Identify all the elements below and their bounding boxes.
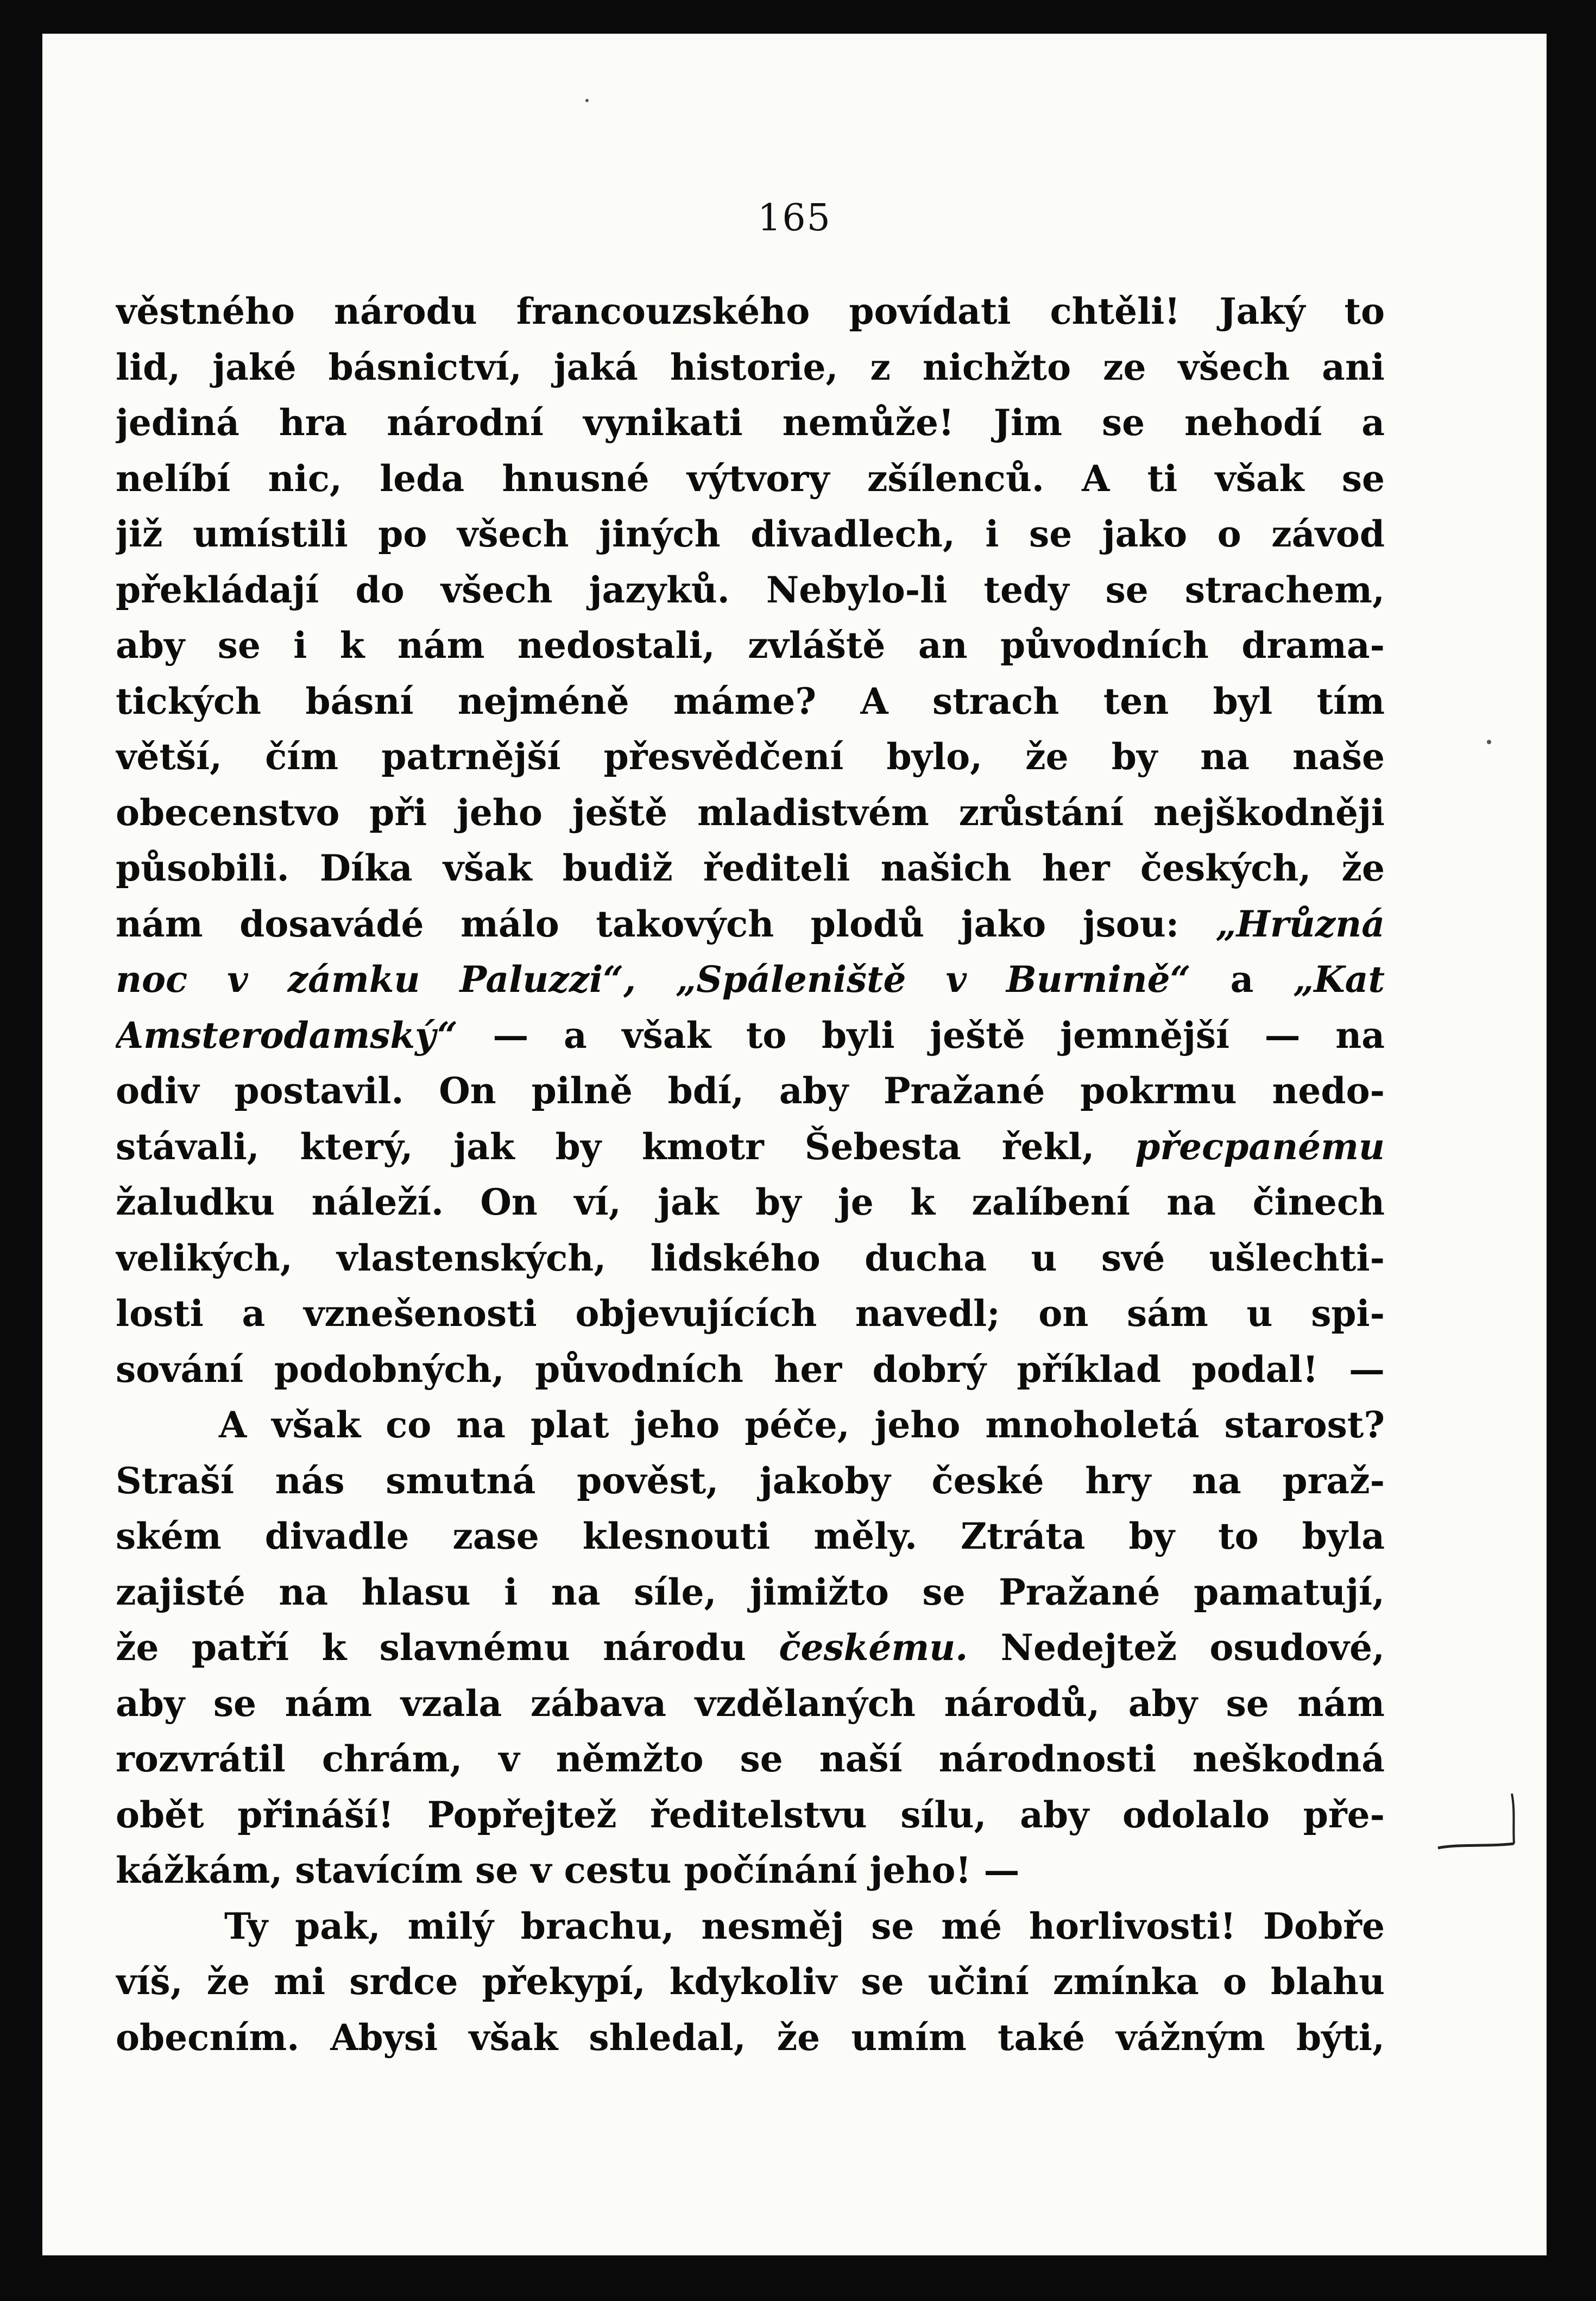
text-line [116, 1620, 1385, 1676]
text-segment: že patří k slavnému národu [116, 1626, 746, 1669]
text-line: jediná hra národní vynikati nemůže! Jim se nehodí a [116, 401, 1385, 444]
text-line: lid, jaké básnictví, jaká historie, z nichžto ze všech ani [116, 345, 1385, 388]
text-line: obět přináší! Popřejtež ředitelstvu sílu, aby odolalo pře- [116, 1793, 1385, 1836]
italic-title: „Kat [1293, 958, 1385, 1001]
text-segment: — a však to byli ještě jemnější — na [493, 1014, 1385, 1057]
text-line: rozvrátil chrám, v němžto se naší národnosti neškodná [116, 1738, 1385, 1780]
text-line: víš, že mi srdce překypí, kdykoliv se učiní zmínka o blahu [116, 1960, 1385, 2003]
text-segment: stávali, který, jak by kmotr Šebesta řekl, [116, 1125, 1095, 1168]
text-segment: nám dosavádé málo takových plodů jako jsou: [116, 902, 1179, 945]
text-line: zajisté na hlasu i na síle, jimižto se Pražané pamatují, [116, 1570, 1385, 1613]
page-number: 165 [758, 197, 831, 240]
text-line: aby se i k nám nedostali, zvláště an původních drama- [116, 624, 1385, 667]
text-line: větší, čím patrnější přesvědčení bylo, že by na naše [116, 735, 1385, 778]
italic-title: „Hrůzná [1215, 902, 1385, 945]
text-line: losti a vznešenosti objevujících navedl; on sám u spi- [116, 1292, 1385, 1335]
italic-word: českému. [779, 1626, 968, 1669]
text-line: žaludku náleží. On ví, jak by je k zalíbení na činech [116, 1181, 1385, 1223]
paragraph-first-line: A však co na plat jeho péče, jeho mnoholetá starost? [219, 1404, 1385, 1446]
text-line: nelíbí nic, leda hnusné výtvory zšílenců. A ti však se [116, 457, 1385, 500]
text-line: sování podobných, původních her dobrý příklad podal! — [116, 1348, 1385, 1391]
text-line: působili. Díka však budiž řediteli našich her českých, že [116, 847, 1385, 889]
italic-title: Amsterodamský“ [116, 1014, 458, 1057]
book-page [42, 34, 1547, 2255]
text-line: věstného národu francouzského povídati chtěli! Jaký to [116, 290, 1385, 332]
text-line: odiv postavil. On pilně bdí, aby Pražané pokrmu nedo- [116, 1070, 1385, 1112]
text-line [116, 952, 1385, 1008]
text-line: kážkám, stavícím se v cestu počínání jeho! — [116, 1849, 1020, 1891]
body-text [116, 284, 1385, 2065]
italic-word: přecpanému [1135, 1125, 1385, 1168]
text-line: Straší nás smutná pověst, jakoby české hry na praž- [116, 1459, 1385, 1502]
text-segment: Nedejtež osudové, [1000, 1626, 1385, 1669]
text-line [116, 1008, 1385, 1064]
text-line: obecním. Abysi však shledal, že umím také vážným býti, [116, 2016, 1385, 2059]
italic-title: noc v zámku Paluzzi“, [116, 958, 636, 1001]
text-line: ském divadle zase klesnouti měly. Ztráta by to byla [116, 1515, 1385, 1557]
scan-speck [585, 99, 589, 102]
text-line [116, 1119, 1385, 1175]
italic-title: „Spáleniště v Burnině“ [676, 958, 1191, 1001]
pencil-margin-mark-icon [1433, 1783, 1525, 1859]
text-segment: a [1230, 958, 1254, 1001]
text-line [116, 896, 1385, 952]
text-line: obecenstvo při jeho ještě mladistvém zrůstání nejškodněji [116, 791, 1385, 834]
paragraph-first-line: Ty pak, milý brachu, nesměj se mé horlivosti! Dobře [224, 1904, 1385, 1947]
text-line: velikých, vlastenských, lidského ducha u své ušlechti- [116, 1236, 1385, 1279]
text-line: překládají do všech jazyků. Nebylo-li tedy se strachem, [116, 568, 1385, 611]
text-line: již umístili po všech jiných divadlech, i se jako o závod [116, 513, 1385, 555]
text-line: aby se nám vzala zábava vzdělaných národů, aby se nám [116, 1682, 1385, 1725]
scan-speck [1487, 740, 1491, 744]
text-line: tických básní nejméně máme? A strach ten byl tím [116, 680, 1385, 722]
